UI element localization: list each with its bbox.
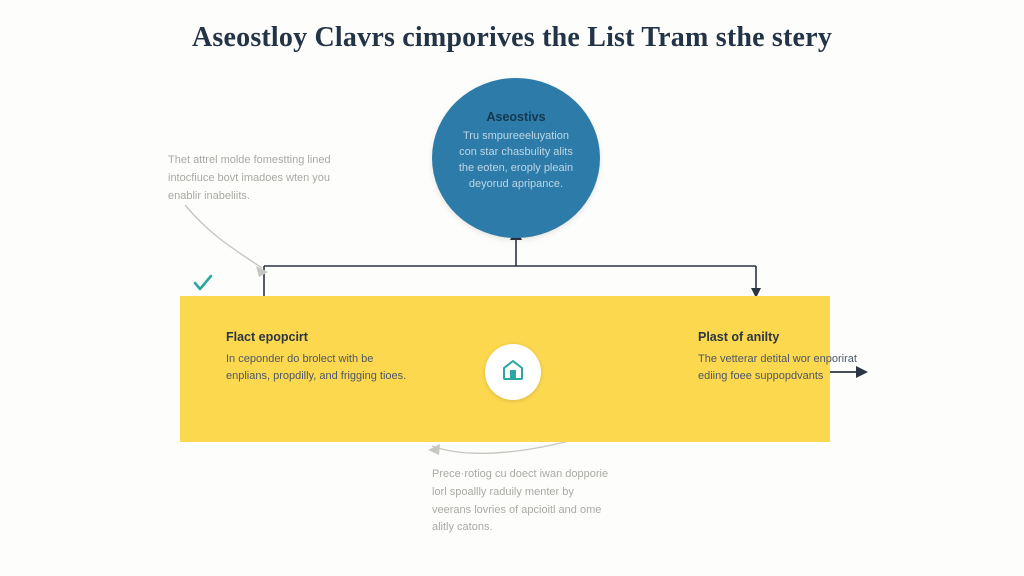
check-icon	[192, 272, 214, 294]
circle-node[interactable]	[432, 78, 600, 238]
band-left-heading: Flact epopcirt	[226, 330, 308, 344]
annotation-top-left: Thet attrel molde fomestting lined intocfiuce bovt imadoes wten you enablir inabeliits.	[168, 154, 331, 202]
circle-node-body: Tru smpureeeluyation con star chasbulity alits the eoten, eroply pleain deyorud apripance.	[458, 130, 574, 190]
center-badge[interactable]	[485, 344, 541, 400]
band-right-heading: Plast of anilty	[698, 330, 780, 344]
home-shield-icon	[500, 357, 526, 388]
circle-node-heading: Aseostivs	[486, 110, 546, 124]
page-title: Aseostloy Clavrs cimporives the List Tram sthe stery	[191, 22, 833, 53]
band-left-body: In ceponder do brolect with be enplians, propdilly, and frigging tioes.	[226, 353, 407, 383]
annotation-bottom: Prece·rotiog cu doect iwan dopporie lorl spoallly raduily menter by veerans lovries of apcioitl and ome alitly catons.	[432, 468, 609, 534]
band-right-body: The vetterar detital wor enporirat ediing foee suppopdvants	[698, 353, 857, 383]
band-left-block[interactable]	[226, 330, 416, 385]
band-right-block[interactable]	[698, 330, 858, 385]
